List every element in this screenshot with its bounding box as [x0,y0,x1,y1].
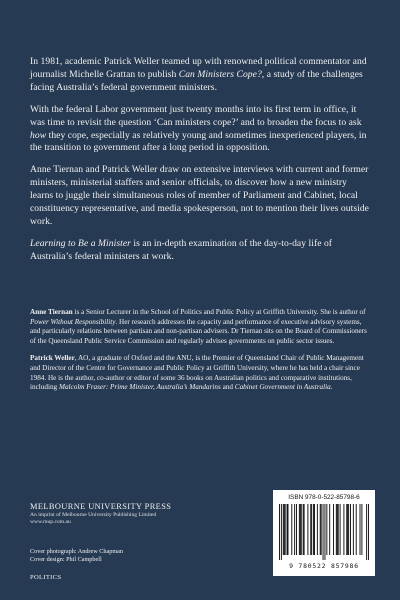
barcode-bar [340,504,341,555]
barcode-bar [333,504,334,555]
barcode-bar [291,504,292,555]
barcode-bar [329,504,330,555]
barcode-bar [317,504,318,555]
blurb-text: they cope, especially as relatively young and sometimes inexperienced players, in the transition to government after a long period in opposition. [30,129,367,154]
barcode-bar [294,504,295,555]
barcode-bar [326,504,327,555]
barcode-bar [296,504,297,555]
blurb-text: With the federal Labor government just twenty months into its first term in office, it was time to revisit the question ‘Can ministers cope?’ and to broaden the focus to ask [30,103,362,128]
barcode-bar [299,504,300,555]
blurb-text: In 1981, academic Patrick Weller teamed up with renowned political commentator and journalist Michelle Grattan to publish [30,56,367,80]
category-label: POLITICS [30,574,62,581]
barcode-bar [287,504,288,555]
barcode-bar [368,504,369,560]
design-credit: Cover design: Phil Campbell [30,556,102,564]
barcode-bar [350,504,351,555]
author-bios [30,308,370,401]
barcode-bar [284,504,285,555]
barcode-bar [313,504,314,555]
cited-title: Cabinet Government in Australia [234,383,331,392]
isbn-number: ISBN 978-0-522-85798-6 [288,494,360,501]
blurb-text: , a study of the challenges facing Australia’s federal government ministers. [30,68,363,93]
barcode-bar [311,504,312,555]
barcode-bar [348,504,349,555]
barcode-bar [285,504,286,555]
barcode-bar [279,504,280,560]
barcode-bar [353,504,354,555]
barcode-graphic [279,504,369,560]
barcode-bar [300,504,301,555]
cited-title: Power Without Responsibility [30,317,116,326]
barcode-bar [338,504,339,555]
barcode-bar [283,504,284,555]
blurb-paragraph-3: Anne Tiernan and Patrick Weller draw on extensive interviews with current and former ministers, ministerial staffers and senior officials, to discover how a new ministry learns to juggle their simultaneous roles of member of Parliament and Cabinet, local constituency representative, and media spokesperson, not to mention their lives outside work. [30,164,369,227]
barcode-bar [361,504,362,555]
cover-credits [30,548,123,564]
barcode-bar [320,504,321,555]
barcode-bar [336,504,337,555]
bio-text: . Her research addresses the capacity and performance of executive advisory systems, and particularly relations between partisan and non-partisan advisers. Dr Tiernan sits on the Board of Commissioners of the Queensland Public Service Commission and regularly advises governments on public sector issues. [30,317,367,345]
bio-text: , AO, a graduate of Oxford and the ANU, is the Premier of Queensland Chair of Public Management and Director of the Centre for Governance and Public Policy at Griffith University, where he has held a chair since 1984. He is the author, co-author or editor of some 36 books on Australian politics and comparative institutions, including [30,354,364,392]
bio-text: . [330,383,333,392]
publisher-imprint: An imprint of Melbourne University Publishing Limited [30,512,157,518]
barcode-bar [356,504,357,555]
book-blurb [30,56,370,273]
photo-credit: Cover photograph: Andrew Chapman [30,548,123,555]
barcode-bar [366,504,367,560]
barcode-bar [346,504,347,555]
barcode-bar [337,504,338,555]
barcode-bar [288,504,289,555]
barcode-bar [301,504,302,555]
publisher-block [30,502,230,526]
blurb-paragraph-2 [30,104,370,156]
ean-number: 9 780522 857986 [289,562,359,570]
barcode-bar [343,504,344,555]
barcode-bar [314,504,315,555]
barcode-bar [281,504,282,560]
emphasis: how [30,129,47,141]
bio-text: is a Senior Lecturer in the School of Politics and Public Policy at Griffith University. She is author of [72,308,366,316]
barcode-bar [303,504,304,555]
barcode-panel [273,490,375,576]
author-name: Anne Tiernan [30,308,73,316]
barcode-bar [360,504,361,555]
barcode-bar [310,504,311,555]
bio-text: and [220,383,235,392]
bio-tiernan [30,308,370,346]
author-name: Patrick Weller [30,354,75,363]
publisher-url[interactable]: www.mup.com.au [30,519,71,526]
barcode-bar [324,504,325,560]
blurb-paragraph-1 [30,56,370,95]
barcode-bar [323,504,324,560]
book-title: Learning to Be a Minister [30,237,131,249]
publisher-name: MELBOURNE UNIVERSITY PRESS [30,502,172,511]
cited-title: Malcolm Fraser: Prime Minister, Australia’s Mandarins [58,383,221,392]
barcode-bar [321,504,322,555]
barcode-bar [304,504,305,555]
bio-weller [30,354,370,392]
blurb-text: is an in-depth examination of the day-to-day life of Australia’s federal ministers at work. [30,237,333,262]
cited-title: Can Ministers Cope? [178,68,262,80]
barcode-bar [307,504,308,555]
blurb-paragraph-4 [30,238,370,264]
barcode-bar [347,504,348,555]
